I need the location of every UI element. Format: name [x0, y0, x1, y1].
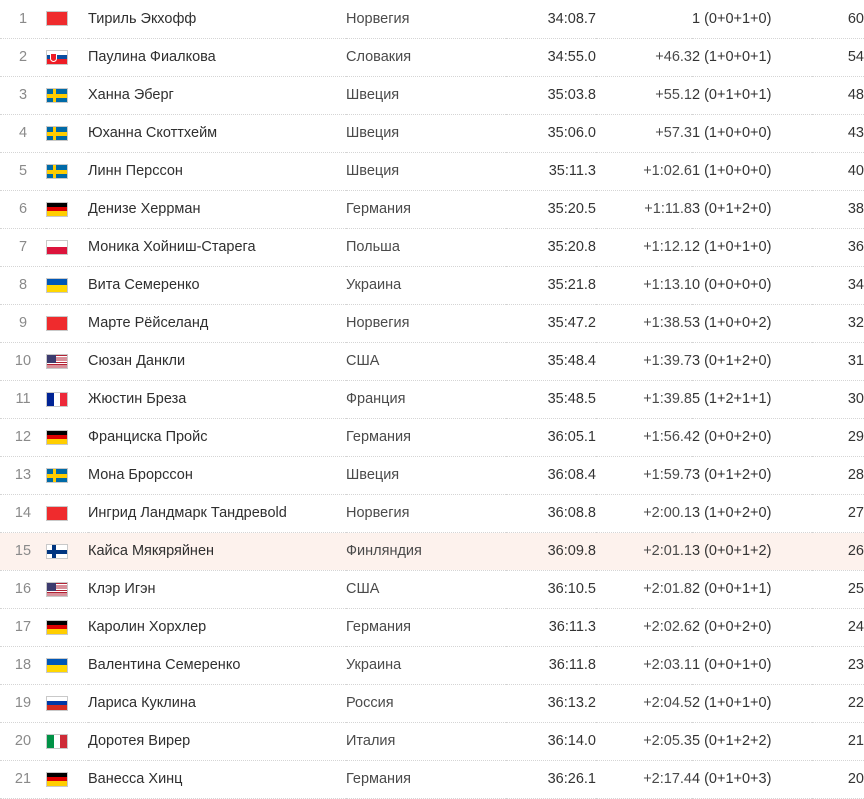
cell-behind: +2:00.1 — [596, 494, 692, 532]
flag-russia-icon — [46, 695, 68, 711]
cell-flag — [46, 494, 88, 532]
cell-athlete-name[interactable]: Кайса Мякяряйнен — [88, 532, 346, 570]
cell-time: 36:13.2 — [506, 684, 596, 722]
cell-behind: +1:13.1 — [596, 266, 692, 304]
flag-usa-icon — [46, 581, 68, 597]
cell-points: 30 — [812, 380, 864, 418]
cell-points: 21 — [812, 722, 864, 760]
cell-behind: +1:02.6 — [596, 152, 692, 190]
cell-behind: +1:39.7 — [596, 342, 692, 380]
cell-shooting: 2 (1+0+0+1) — [692, 38, 812, 76]
cell-time: 35:20.8 — [506, 228, 596, 266]
table-row[interactable] — [0, 0, 864, 38]
flag-finland-icon — [46, 543, 68, 559]
cell-country: США — [346, 570, 506, 608]
cell-athlete-name[interactable]: Клэр Игэн — [88, 570, 346, 608]
cell-behind: +1:11.8 — [596, 190, 692, 228]
cell-athlete-name[interactable]: Жюстин Бреза — [88, 380, 346, 418]
cell-country: Италия — [346, 722, 506, 760]
cell-country: Словакия — [346, 38, 506, 76]
cell-athlete-name[interactable]: Доротея Вирер — [88, 722, 346, 760]
cell-athlete-name[interactable]: Валентина Семеренко — [88, 646, 346, 684]
cell-flag — [46, 456, 88, 494]
table-row[interactable] — [0, 684, 864, 722]
table-row[interactable] — [0, 456, 864, 494]
flag-poland-icon — [46, 239, 68, 255]
flag-usa-icon — [46, 353, 68, 369]
cell-flag — [46, 532, 88, 570]
cell-points: 27 — [812, 494, 864, 532]
cell-behind: +1:12.1 — [596, 228, 692, 266]
cell-flag — [46, 76, 88, 114]
cell-rank: 7 — [0, 228, 46, 266]
cell-rank: 19 — [0, 684, 46, 722]
cell-behind: +2:01.8 — [596, 570, 692, 608]
cell-behind: +1:39.8 — [596, 380, 692, 418]
cell-rank: 21 — [0, 760, 46, 798]
table-row[interactable] — [0, 760, 864, 798]
cell-country: Россия — [346, 684, 506, 722]
cell-shooting: 3 (0+0+1+2) — [692, 532, 812, 570]
cell-flag — [46, 152, 88, 190]
cell-flag — [46, 608, 88, 646]
cell-points: 34 — [812, 266, 864, 304]
cell-rank: 20 — [0, 722, 46, 760]
cell-rank: 11 — [0, 380, 46, 418]
flag-sweden-icon — [46, 163, 68, 179]
flag-norway-icon — [46, 505, 68, 521]
cell-athlete-name[interactable]: Лариса Куклина — [88, 684, 346, 722]
cell-shooting: 3 (0+1+2+0) — [692, 456, 812, 494]
cell-behind: +2:04.5 — [596, 684, 692, 722]
cell-behind: +2:01.1 — [596, 532, 692, 570]
flag-germany-icon — [46, 771, 68, 787]
flag-ukraine-icon — [46, 277, 68, 293]
table-row[interactable] — [0, 570, 864, 608]
cell-behind — [596, 0, 692, 38]
cell-points: 23 — [812, 646, 864, 684]
cell-shooting: 0 (0+0+0+0) — [692, 266, 812, 304]
cell-shooting: 3 (0+1+2+0) — [692, 190, 812, 228]
cell-athlete-name[interactable]: Ванесса Хинц — [88, 760, 346, 798]
cell-rank: 14 — [0, 494, 46, 532]
cell-rank: 15 — [0, 532, 46, 570]
cell-country: Германия — [346, 418, 506, 456]
cell-rank: 9 — [0, 304, 46, 342]
cell-shooting: 5 (1+2+1+1) — [692, 380, 812, 418]
cell-points: 54 — [812, 38, 864, 76]
cell-athlete-name[interactable]: Вита Семеренко — [88, 266, 346, 304]
cell-time: 35:06.0 — [506, 114, 596, 152]
cell-country: Польша — [346, 228, 506, 266]
cell-athlete-name[interactable]: Юханна Скоттхейм — [88, 114, 346, 152]
cell-athlete-name[interactable]: Марте Рёйселанд — [88, 304, 346, 342]
cell-country: США — [346, 342, 506, 380]
cell-points: 26 — [812, 532, 864, 570]
cell-shooting: 2 (1+0+1+0) — [692, 684, 812, 722]
cell-time: 36:26.1 — [506, 760, 596, 798]
cell-country: Украина — [346, 646, 506, 684]
table-row[interactable] — [0, 38, 864, 76]
cell-country: Швеция — [346, 114, 506, 152]
cell-behind: +1:56.4 — [596, 418, 692, 456]
flag-norway-icon — [46, 11, 68, 27]
cell-shooting: 3 (1+0+2+0) — [692, 494, 812, 532]
table-row[interactable] — [0, 608, 864, 646]
cell-time: 35:48.5 — [506, 380, 596, 418]
table-row[interactable] — [0, 494, 864, 532]
cell-points: 25 — [812, 570, 864, 608]
cell-rank: 6 — [0, 190, 46, 228]
cell-time: 36:08.4 — [506, 456, 596, 494]
cell-rank: 17 — [0, 608, 46, 646]
cell-points: 28 — [812, 456, 864, 494]
cell-rank: 8 — [0, 266, 46, 304]
cell-athlete-name[interactable]: Каролин Хорхлер — [88, 608, 346, 646]
cell-flag — [46, 0, 88, 38]
flag-slovakia-icon — [46, 49, 68, 65]
table-row[interactable] — [0, 152, 864, 190]
cell-shooting: 1 (0+0+1+0) — [692, 646, 812, 684]
cell-time: 36:10.5 — [506, 570, 596, 608]
table-row[interactable] — [0, 646, 864, 684]
cell-shooting: 2 (0+1+0+1) — [692, 76, 812, 114]
flag-germany-icon — [46, 201, 68, 217]
cell-flag — [46, 304, 88, 342]
table-row[interactable] — [0, 76, 864, 114]
cell-flag — [46, 342, 88, 380]
flag-ukraine-icon — [46, 657, 68, 673]
cell-flag — [46, 114, 88, 152]
cell-country: Швеция — [346, 76, 506, 114]
cell-rank: 1 — [0, 0, 46, 38]
cell-shooting: 3 (0+1+2+0) — [692, 342, 812, 380]
table-row[interactable] — [0, 532, 864, 570]
cell-flag — [46, 684, 88, 722]
table-row[interactable] — [0, 266, 864, 304]
cell-behind: +1:38.5 — [596, 304, 692, 342]
cell-points: 32 — [812, 304, 864, 342]
cell-points: 60 — [812, 0, 864, 38]
cell-athlete-name[interactable]: Ханна Эберг — [88, 76, 346, 114]
cell-flag — [46, 190, 88, 228]
cell-behind: +2:03.1 — [596, 646, 692, 684]
cell-points: 38 — [812, 190, 864, 228]
cell-shooting: 1 (0+0+1+0) — [692, 0, 812, 38]
cell-shooting: 3 (1+0+0+2) — [692, 304, 812, 342]
cell-time: 34:55.0 — [506, 38, 596, 76]
cell-rank: 3 — [0, 76, 46, 114]
cell-athlete-name[interactable]: Франциска Пройс — [88, 418, 346, 456]
cell-time: 35:21.8 — [506, 266, 596, 304]
cell-flag — [46, 228, 88, 266]
cell-athlete-name[interactable]: Тириль Экхофф — [88, 0, 346, 38]
cell-country: Германия — [346, 608, 506, 646]
cell-points: 29 — [812, 418, 864, 456]
flag-sweden-icon — [46, 467, 68, 483]
cell-rank: 12 — [0, 418, 46, 456]
cell-rank: 5 — [0, 152, 46, 190]
cell-rank: 18 — [0, 646, 46, 684]
cell-shooting: 2 (0+0+1+1) — [692, 570, 812, 608]
cell-time: 35:11.3 — [506, 152, 596, 190]
cell-behind: +1:59.7 — [596, 456, 692, 494]
cell-shooting: 2 (0+0+2+0) — [692, 608, 812, 646]
cell-country: Финляндия — [346, 532, 506, 570]
cell-flag — [46, 380, 88, 418]
cell-behind: +57.3 — [596, 114, 692, 152]
cell-behind: +2:05.3 — [596, 722, 692, 760]
cell-country: Швеция — [346, 456, 506, 494]
cell-country: Норвегия — [346, 494, 506, 532]
table-row[interactable] — [0, 228, 864, 266]
cell-country: Украина — [346, 266, 506, 304]
cell-time: 36:11.3 — [506, 608, 596, 646]
cell-time: 36:14.0 — [506, 722, 596, 760]
cell-points: 24 — [812, 608, 864, 646]
cell-shooting: 5 (0+1+2+2) — [692, 722, 812, 760]
table-row[interactable] — [0, 114, 864, 152]
cell-time: 34:08.7 — [506, 0, 596, 38]
cell-rank: 4 — [0, 114, 46, 152]
table-row[interactable] — [0, 380, 864, 418]
cell-flag — [46, 722, 88, 760]
cell-flag — [46, 38, 88, 76]
cell-athlete-name[interactable]: Моника Хойниш-Старега — [88, 228, 346, 266]
cell-time: 36:08.8 — [506, 494, 596, 532]
cell-flag — [46, 646, 88, 684]
cell-country: Норвегия — [346, 304, 506, 342]
cell-rank: 13 — [0, 456, 46, 494]
cell-athlete-name[interactable]: Ингрид Ландмарк Тандревold — [88, 494, 346, 532]
cell-flag — [46, 418, 88, 456]
cell-time: 35:03.8 — [506, 76, 596, 114]
cell-points: 48 — [812, 76, 864, 114]
cell-flag — [46, 570, 88, 608]
cell-shooting: 2 (1+0+1+0) — [692, 228, 812, 266]
cell-time: 36:09.8 — [506, 532, 596, 570]
flag-france-icon — [46, 391, 68, 407]
cell-athlete-name[interactable]: Сюзан Данкли — [88, 342, 346, 380]
cell-country: Швеция — [346, 152, 506, 190]
cell-country: Франция — [346, 380, 506, 418]
cell-rank: 2 — [0, 38, 46, 76]
flag-italy-icon — [46, 733, 68, 749]
cell-athlete-name[interactable]: Мона Брорссон — [88, 456, 346, 494]
cell-points: 43 — [812, 114, 864, 152]
cell-points: 31 — [812, 342, 864, 380]
table-row[interactable] — [0, 342, 864, 380]
table-row[interactable] — [0, 418, 864, 456]
cell-flag — [46, 266, 88, 304]
cell-shooting: 4 (0+1+0+3) — [692, 760, 812, 798]
cell-rank: 10 — [0, 342, 46, 380]
cell-shooting: 2 (0+0+2+0) — [692, 418, 812, 456]
cell-time: 35:48.4 — [506, 342, 596, 380]
cell-country: Норвегия — [346, 0, 506, 38]
cell-country: Германия — [346, 190, 506, 228]
flag-germany-icon — [46, 619, 68, 635]
cell-behind: +2:17.4 — [596, 760, 692, 798]
cell-points: 36 — [812, 228, 864, 266]
flag-germany-icon — [46, 429, 68, 445]
cell-points: 20 — [812, 760, 864, 798]
flag-norway-icon — [46, 315, 68, 331]
table-row[interactable] — [0, 722, 864, 760]
cell-athlete-name[interactable]: Паулина Фиалкова — [88, 38, 346, 76]
cell-athlete-name[interactable]: Линн Перссон — [88, 152, 346, 190]
cell-time: 35:47.2 — [506, 304, 596, 342]
cell-behind: +2:02.6 — [596, 608, 692, 646]
cell-country: Германия — [346, 760, 506, 798]
flag-sweden-icon — [46, 125, 68, 141]
cell-athlete-name[interactable]: Денизе Херрман — [88, 190, 346, 228]
table-row[interactable] — [0, 304, 864, 342]
cell-points: 22 — [812, 684, 864, 722]
cell-shooting: 1 (1+0+0+0) — [692, 114, 812, 152]
table-row[interactable] — [0, 190, 864, 228]
cell-behind: +55.1 — [596, 76, 692, 114]
cell-time: 36:11.8 — [506, 646, 596, 684]
cell-time: 35:20.5 — [506, 190, 596, 228]
cell-time: 36:05.1 — [506, 418, 596, 456]
cell-points: 40 — [812, 152, 864, 190]
flag-sweden-icon — [46, 87, 68, 103]
cell-shooting: 1 (1+0+0+0) — [692, 152, 812, 190]
cell-flag — [46, 760, 88, 798]
cell-behind: +46.3 — [596, 38, 692, 76]
cell-rank: 16 — [0, 570, 46, 608]
